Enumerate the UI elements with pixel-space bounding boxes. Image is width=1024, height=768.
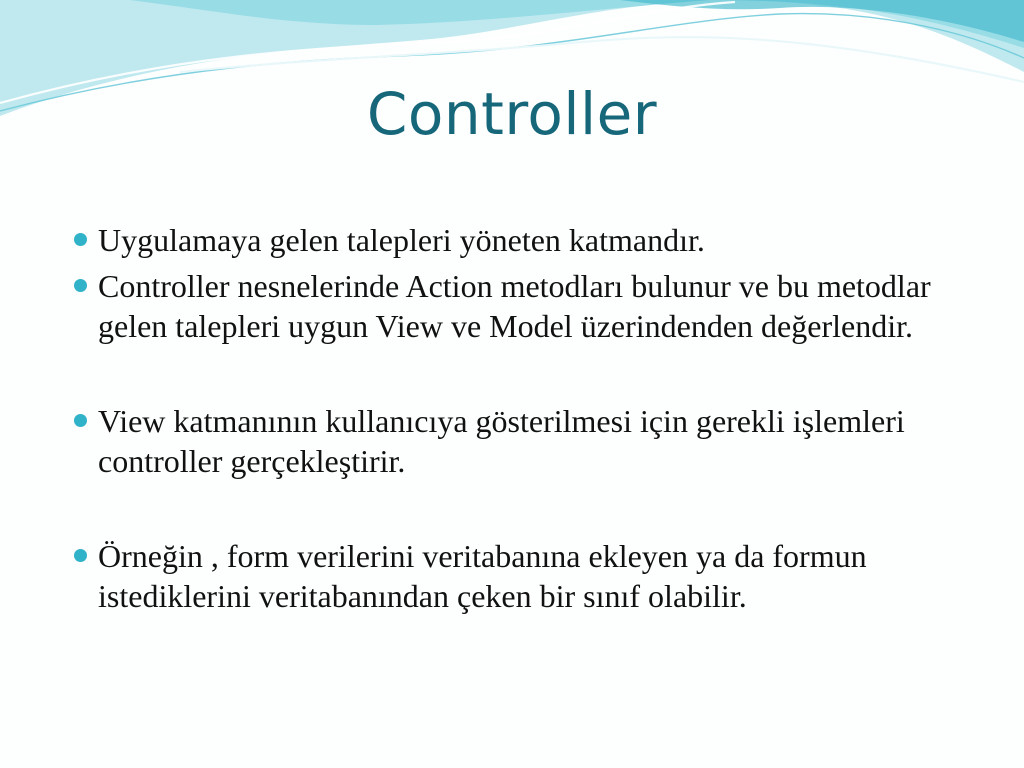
bullet-item (72, 220, 972, 260)
bullet-text: View katmanının kullanıcıya gösterilmesi için gerekli işlemleri controller gerçekleştirir. (98, 403, 905, 479)
bullet-dot-icon (74, 414, 87, 427)
bullet-text: Örneğin , form verilerini veritabanına ekleyen ya da formun istediklerini veritabanından çeken bir sınıf olabilir. (98, 538, 867, 614)
bullet-dot-icon (74, 279, 87, 292)
bullet-text: Uygulamaya gelen talepleri yöneten katmandır. (98, 222, 705, 258)
bullet-list (72, 220, 972, 616)
bullet-dot-icon (74, 549, 87, 562)
slide-title: Controller (366, 80, 658, 148)
bullet-dot-icon (74, 233, 87, 246)
bullet-item (72, 266, 972, 346)
bullet-item (72, 536, 972, 616)
bullet-text: Controller nesnelerinde Action metodları bulunur ve bu metodlar gelen talepleri uygun View ve Model üzerindenden değerlendir. (98, 268, 931, 344)
bullet-item (72, 401, 972, 481)
